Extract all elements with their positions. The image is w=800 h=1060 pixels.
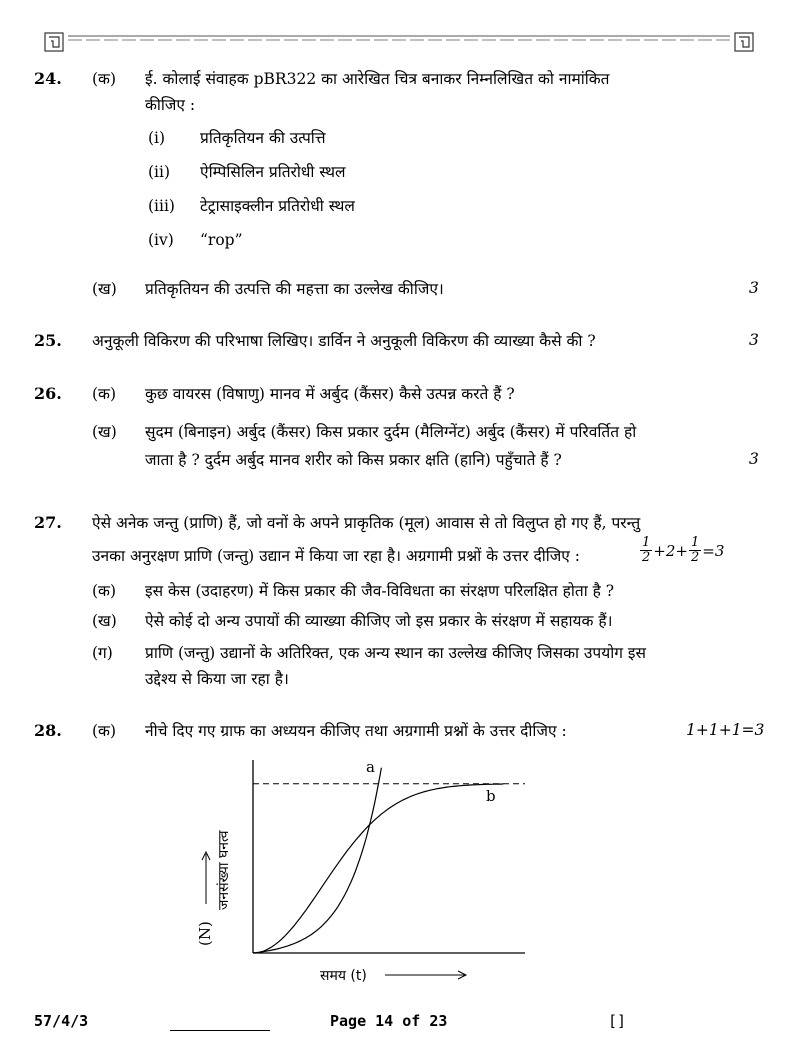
question-number: 25. xyxy=(34,331,62,350)
y-axis-symbol-group xyxy=(196,921,214,946)
question-text: अनुकूली विकिरण की परिभाषा लिखिए। डार्विन ने अनुकूली विकिरण की व्याख्या कैसे की ? xyxy=(92,332,596,350)
question-number: 26. xyxy=(34,384,62,403)
marks-part: =3 xyxy=(702,541,725,560)
item-label: (iii) xyxy=(148,197,175,215)
part-label: (क) xyxy=(92,582,116,600)
part-label: (ख) xyxy=(92,423,117,441)
curve-a-exponential xyxy=(253,768,381,953)
marks: 3 xyxy=(749,331,759,349)
y-axis-label: जनसंख्या घनत्व xyxy=(216,830,232,910)
item-label: (i) xyxy=(148,129,166,147)
marks: 3 xyxy=(749,279,759,297)
marks-part: +2+ xyxy=(653,541,688,560)
question-text: जाता है ? दुर्दम अर्बुद मानव शरीर को किस प्रकार क्षति (हानि) पहुँचाते हैं ? xyxy=(145,451,562,469)
question-text: ई. कोलाई संवाहक pBR322 का आरेखित चित्र बनाकर निम्नलिखित को नामांकित xyxy=(145,70,610,88)
question-text: कीजिए : xyxy=(145,96,196,114)
part-label: (क) xyxy=(92,385,116,403)
question-text: ऐसे अनेक जन्तु (प्राणि) हैं, जो वनों के अपने प्राकृतिक (मूल) आवास से तो विलुप्त हो गए हैं, परन्तु xyxy=(92,514,641,532)
curve-b-logistic xyxy=(253,784,503,953)
paper-code: 57/4/3 xyxy=(34,1012,89,1030)
item-text: ऐम्पिसिलिन प्रतिरोधी स्थल xyxy=(200,163,346,181)
marks: 1+1+1=3 xyxy=(686,721,765,739)
question-text: कुछ वायरस (विषाणु) मानव में अर्बुद (कैंसर) कैसे उत्पन्न करते हैं ? xyxy=(145,385,515,403)
series-label-a: a xyxy=(366,758,375,776)
item-text: “rop” xyxy=(200,231,243,249)
part-label: (क) xyxy=(92,722,116,740)
series-label-b: b xyxy=(486,787,496,805)
part-label: (क) xyxy=(92,70,116,88)
page-number: Page 14 of 23 xyxy=(330,1012,448,1030)
question-number: 28. xyxy=(34,721,62,740)
fraction: $\frac{1}{2}$ xyxy=(642,535,651,565)
y-axis-label-group xyxy=(216,830,232,910)
question-text: प्रतिकृतियन की उत्पत्ति की महत्ता का उल्लेख कीजिए। xyxy=(145,280,444,298)
footer-box: [] xyxy=(608,1012,627,1030)
question-text: नीचे दिए गए ग्राफ का अध्ययन कीजिए तथा अग्रगामी प्रश्नों के उत्तर दीजिए : xyxy=(145,722,567,740)
marks: 3 xyxy=(749,450,759,468)
part-label: (ख) xyxy=(92,612,117,630)
question-text: सुदम (बिनाइन) अर्बुद (कैंसर) किस प्रकार दुर्दम (मैलिग्नेंट) अर्बुद (कैंसर) में परिवर्तित हो xyxy=(145,423,637,441)
question-text: उद्देश्य से किया जा रहा है। xyxy=(145,670,289,688)
footer-underline xyxy=(170,1030,270,1031)
part-label: (ख) xyxy=(92,280,117,298)
question-text: प्राणि (जन्तु) उद्यानों के अतिरिक्त, एक अन्य स्थान का उल्लेख कीजिए जिसका उपयोग इस xyxy=(145,644,646,662)
marks-formula xyxy=(640,536,724,565)
item-label: (iv) xyxy=(148,231,174,249)
x-arrow xyxy=(385,971,466,979)
population-growth-graph xyxy=(180,750,540,995)
question-text: इस केस (उदाहरण) में किस प्रकार की जैव-विविधता का संरक्षण परिलक्षित होता है ? xyxy=(145,582,615,600)
y-axis-symbol: (N) xyxy=(196,921,214,946)
border-ornament xyxy=(0,0,800,60)
question-text: उनका अनुरक्षण प्राणि (जन्तु) उद्यान में किया जा रहा है। अग्रगामी प्रश्नों के उत्तर दीजिए : xyxy=(92,547,580,565)
x-axis-label: समय (t) xyxy=(320,968,367,984)
top-border xyxy=(0,0,800,60)
item-text: टेट्रासाइक्लीन प्रतिरोधी स्थल xyxy=(200,197,355,215)
item-label: (ii) xyxy=(148,163,171,181)
question-text: ऐसे कोई दो अन्य उपायों की व्याख्या कीजिए जो इस प्रकार के संरक्षण में सहायक हैं। xyxy=(145,612,613,630)
part-label: (ग) xyxy=(92,644,113,662)
y-arrow xyxy=(202,852,210,904)
question-number: 27. xyxy=(34,513,62,532)
fraction: $\frac{1}{2}$ xyxy=(690,535,700,565)
question-number: 24. xyxy=(34,69,62,88)
item-text: प्रतिकृतियन की उत्पत्ति xyxy=(200,129,326,147)
